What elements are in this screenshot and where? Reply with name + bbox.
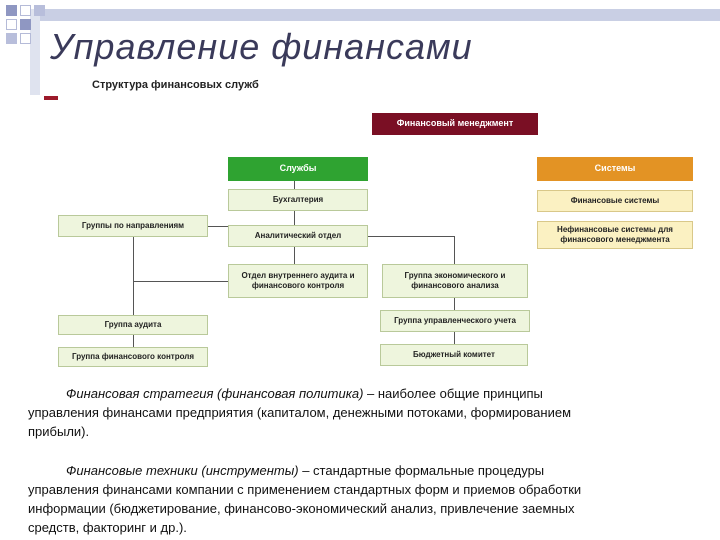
audit-group-box: Группа аудита	[58, 315, 208, 335]
paragraph-techniques	[28, 461, 712, 537]
paragraph-text: управления финансами предприятия (капиталом, денежными потоками, формированием	[28, 405, 572, 420]
financial-management-box: Финансовый менеджмент	[372, 113, 538, 135]
audit-department-box: Отдел внутреннего аудита и финансового контроля	[228, 264, 368, 298]
accounting-box: Бухгалтерия	[228, 189, 368, 211]
fin-control-group-box: Группа финансового контроля	[58, 347, 208, 367]
term-strategy: Финансовая стратегия (финансовая политика)	[66, 386, 364, 401]
connector-line	[454, 332, 455, 344]
connector-line	[454, 236, 455, 264]
connector-line	[368, 236, 454, 237]
term-techniques: Финансовые техники (инструменты)	[66, 463, 299, 478]
mgmt-accounting-group-box: Группа управленческого учета	[380, 310, 530, 332]
connector-line	[294, 247, 295, 264]
econ-analysis-group-box: Группа экономического и финансового анализа	[382, 264, 528, 298]
paragraph-text: информации (бюджетирование, финансово-экономический анализ, привлечение заемных	[28, 501, 575, 516]
slide-title: Управление финансами	[50, 26, 473, 67]
budget-committee-box: Бюджетный комитет	[380, 344, 528, 366]
financial-systems-box: Финансовые системы	[537, 190, 693, 212]
paragraph-text: прибыли).	[28, 424, 90, 439]
connector-line	[133, 281, 228, 282]
paragraph-text: управления финансами компании с применением стандартных форм и приемов обработки	[28, 482, 582, 497]
connector-line	[294, 211, 295, 225]
paragraph-text: – наиболее общие принципы	[363, 386, 543, 401]
groups-by-direction-box: Группы по направлениям	[58, 215, 208, 237]
connector-line	[294, 181, 295, 189]
diagram-subtitle: Структура финансовых служб	[92, 79, 259, 91]
paragraph-text: средств, факторинг и др.).	[28, 520, 187, 535]
nonfinancial-systems-box: Нефинансовые системы для финансового менеджмента	[537, 221, 693, 249]
systems-header-box: Системы	[537, 157, 693, 181]
analytics-department-box: Аналитический отдел	[228, 225, 368, 247]
connector-line	[133, 237, 134, 315]
connector-line	[454, 298, 455, 310]
paragraph-strategy	[28, 384, 712, 441]
connector-line	[208, 226, 228, 227]
services-header-box: Службы	[228, 157, 368, 181]
connector-line	[133, 335, 134, 347]
paragraph-text: – стандартные формальные процедуры	[298, 463, 545, 478]
